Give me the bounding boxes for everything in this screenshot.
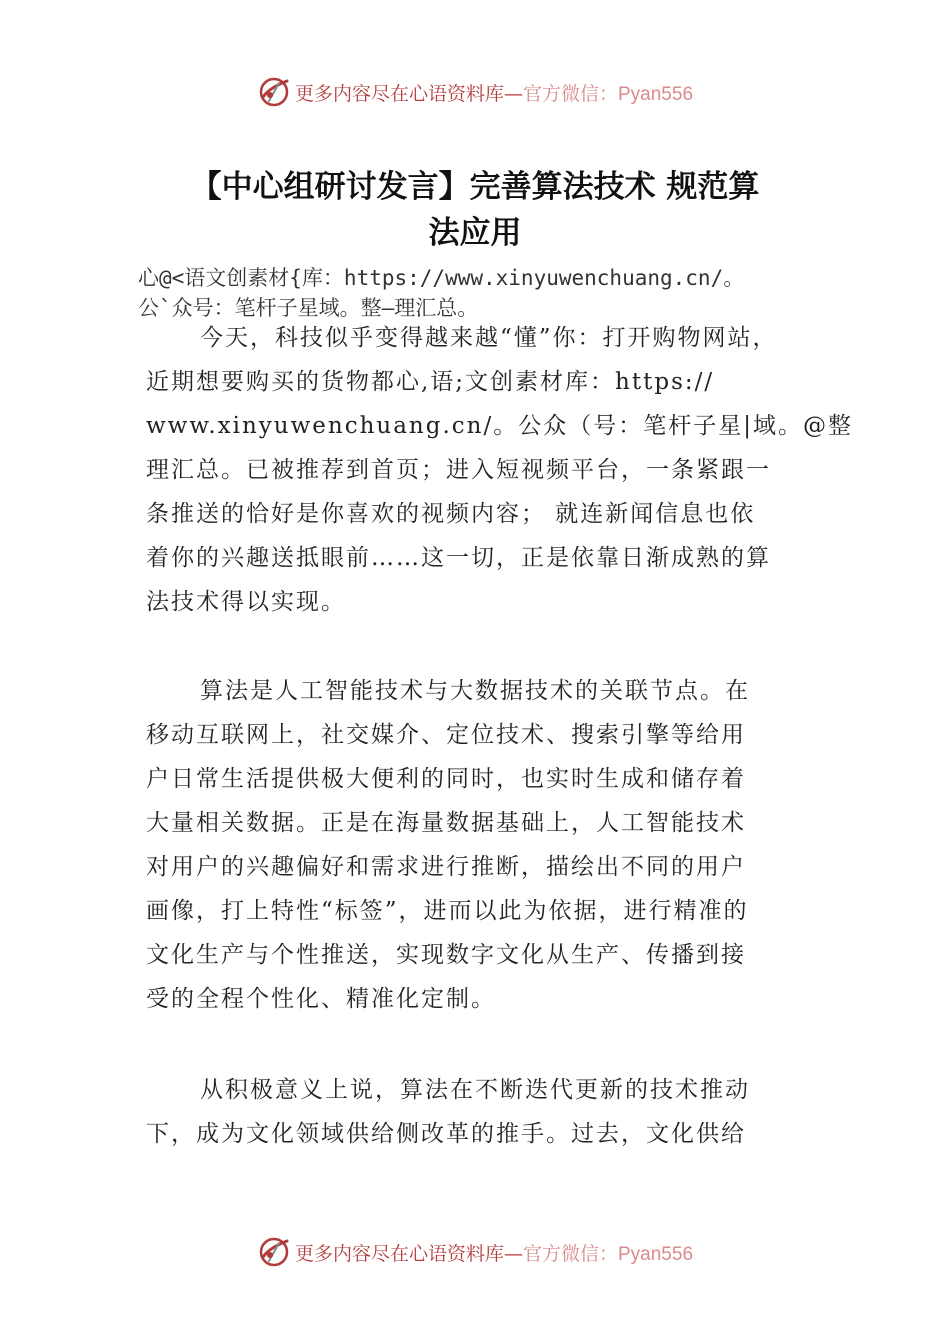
footer-banner-title: 更多内容尽在心语资料库: [294, 1242, 504, 1265]
footer-banner-dash: —: [503, 1242, 523, 1265]
document-title-line-1: 【中心组研讨发言】完善算法技术 规范算: [190, 169, 760, 205]
footer-wechat-label: 官方微信：: [522, 1242, 618, 1265]
paragraph-2: [146, 669, 826, 1021]
header-wechat-label: 官方微信：: [522, 82, 618, 105]
paragraph-line: 算法是人工智能技术与大数据技术的关联节点。在: [200, 678, 750, 704]
paragraph-line: 移动互联网上，社交媒介、定位技术、搜索引擎等给用: [146, 722, 746, 748]
paragraph-line: 法技术得以实现。: [146, 589, 346, 615]
paragraph-1: [146, 316, 853, 624]
paragraph-line: www.xinyuwenchuang.cn/。公众（号：笔杆子星|域。@整: [146, 413, 853, 439]
brand-logo-icon: [257, 1235, 291, 1269]
watermark-line-2: 公`众号：笔杆子星域。整—理汇总。: [138, 296, 479, 320]
paragraph-line: 大量相关数据。正是在海量数据基础上，人工智能技术: [146, 810, 746, 836]
paragraph-line: 今天，科技似乎变得越来越“懂”你：打开购物网站，: [200, 325, 778, 351]
paragraph-line: 文化生产与个性推送，实现数字文化从生产、传播到接: [146, 942, 746, 968]
paragraph-line: 对用户的兴趣偏好和需求进行推断，描绘出不同的用户: [146, 854, 746, 880]
header-banner-title: 更多内容尽在心语资料库: [294, 82, 504, 105]
paragraph-line: 受的全程个性化、精准化定制。: [146, 986, 496, 1012]
paragraph-line: 条推送的恰好是你喜欢的视频内容； 就连新闻信息也依: [146, 501, 756, 527]
watermark-line-1: 心@<语文创素材{库：https://www.xinyuwenchuang.cn/。: [138, 266, 745, 290]
footer-banner: [0, 1232, 950, 1272]
paragraph-line: 近期想要购买的货物都心,语;文创素材库：https://: [146, 369, 715, 395]
paragraph-line: 下，成为文化领域供给侧改革的推手。过去，文化供给: [146, 1121, 746, 1147]
paragraph-line: 着你的兴趣送抵眼前……这一切，正是依靠日渐成熟的算: [146, 545, 771, 571]
footer-wechat-id: Pyan556: [618, 1243, 694, 1265]
footer-banner-text: [295, 1239, 693, 1266]
header-banner: [0, 72, 950, 112]
paragraph-3: [146, 1068, 826, 1156]
document-title-line-2: 法应用: [428, 215, 522, 251]
header-banner-dash: —: [503, 82, 523, 105]
paragraph-line: 户日常生活提供极大便利的同时，也实时生成和储存着: [146, 766, 746, 792]
paragraph-line: 从积极意义上说，算法在不断迭代更新的技术推动: [200, 1077, 750, 1103]
paragraph-line: 理汇总。已被推荐到首页；进入短视频平台，一条紧跟一: [146, 457, 771, 483]
brand-logo-icon: [257, 75, 291, 109]
document-title: [120, 164, 830, 256]
header-banner-text: [295, 79, 693, 106]
paragraph-line: 画像，打上特性“标签”，进而以此为依据，进行精准的: [146, 898, 749, 924]
header-wechat-id: Pyan556: [618, 83, 694, 105]
